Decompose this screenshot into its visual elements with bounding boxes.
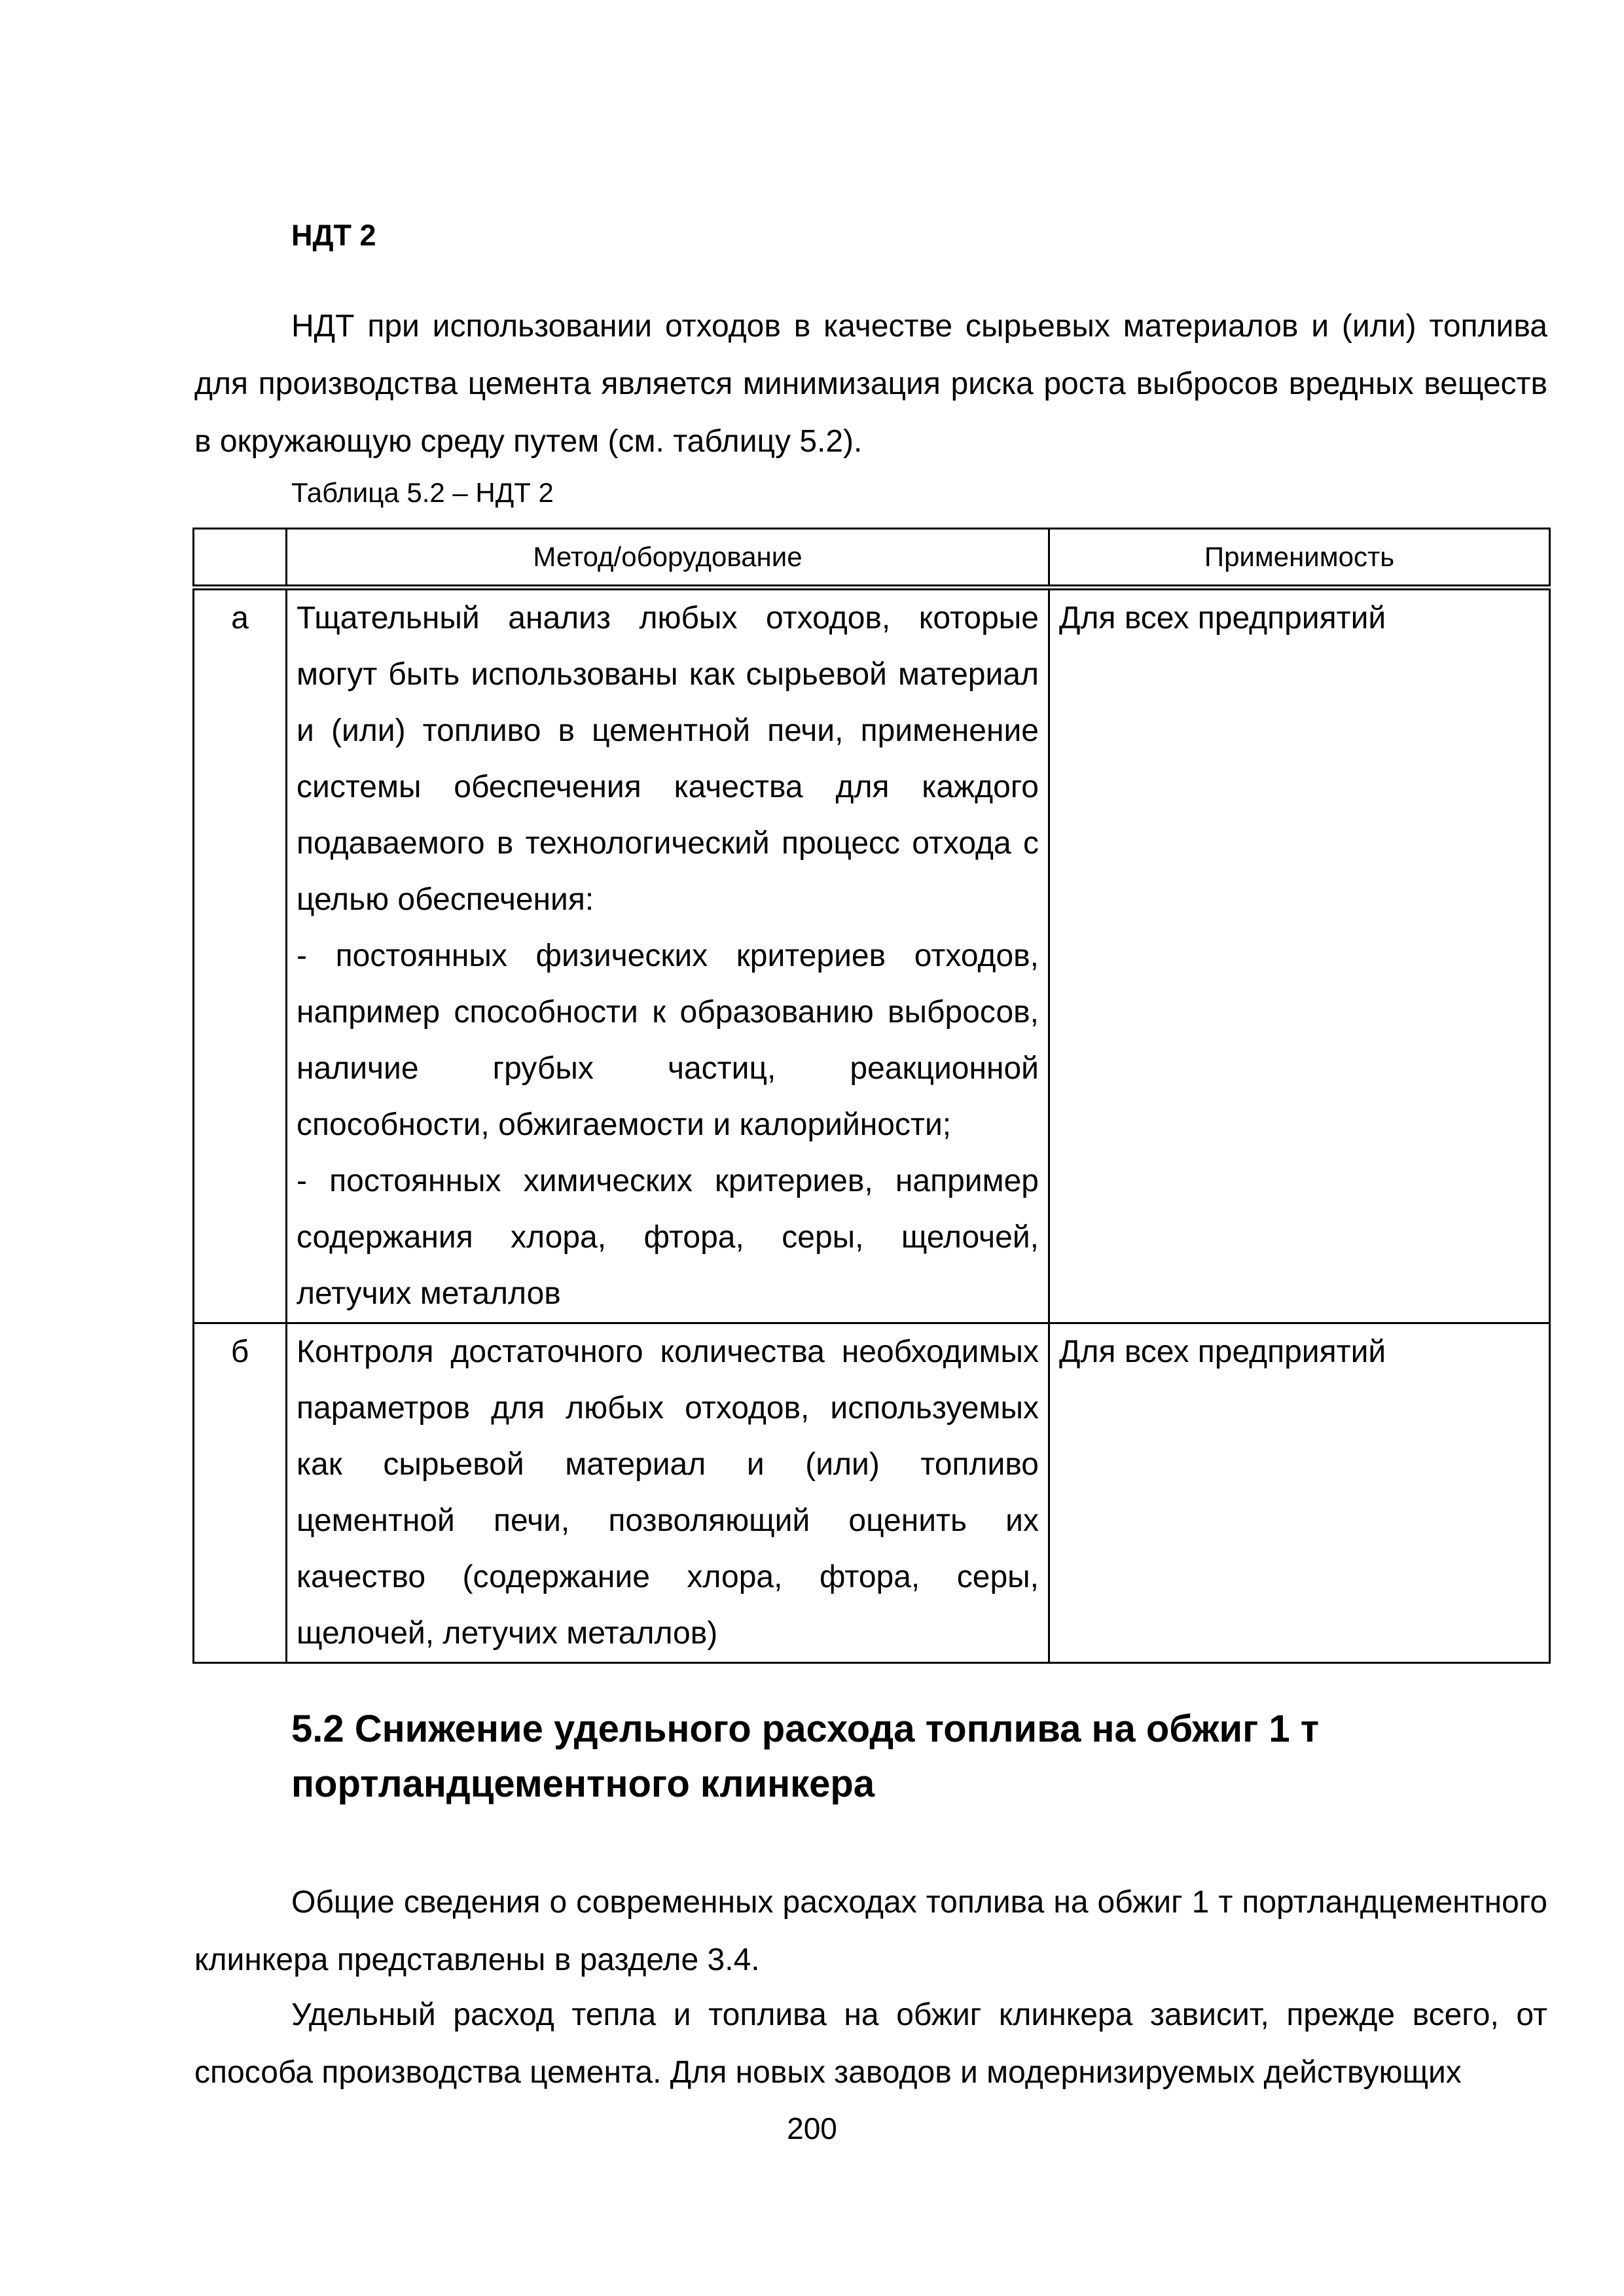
table-row bbox=[194, 588, 1550, 1323]
row-applicability: Для всех предприятий bbox=[1049, 588, 1550, 1323]
body-paragraph: Общие сведения о современных расходах топлива на обжиг 1 т портландцементного клинкера представлены в разделе 3.4. bbox=[194, 1885, 1547, 1977]
table-caption: Таблица 5.2 – НДТ 2 bbox=[291, 477, 554, 508]
header-method: Метод/оборудование bbox=[287, 529, 1049, 588]
body-paragraph: Удельный расход тепла и топлива на обжиг клинкера зависит, прежде всего, от способа производства цемента. Для новых заводов и модернизируемых действующих bbox=[194, 1998, 1547, 2090]
table-row bbox=[194, 1323, 1550, 1663]
row-letter: а bbox=[194, 588, 287, 1323]
page-number: 200 bbox=[787, 2111, 837, 2145]
row-letter: б bbox=[194, 1323, 287, 1663]
table-header-row bbox=[194, 529, 1550, 588]
ndt-heading: НДТ 2 bbox=[291, 219, 376, 252]
row-method bbox=[287, 1323, 1049, 1663]
header-applicability: Применимость bbox=[1049, 529, 1550, 588]
ndt-table bbox=[192, 528, 1551, 1664]
method-text: - постоянных химических критериев, например содержания хлора, фтора, серы, щелочей, летучих металлов bbox=[297, 1164, 1039, 1311]
section-title: 5.2 Снижение удельного расхода топлива на обжиг 1 т портландцементного клинкера bbox=[291, 1708, 1320, 1805]
row-method bbox=[287, 588, 1049, 1323]
header-letter-cell bbox=[194, 529, 287, 588]
method-text: Контроля достаточного количества необходимых параметров для любых отходов, используемых как сырьевой материал и (или) топливо цементной печи, позволяющий оценить их качество (содержание хлора, фтора, серы, щелочей, летучих металлов) bbox=[297, 1335, 1039, 1651]
intro-paragraph: НДТ при использовании отходов в качестве сырьевых материалов и (или) топлива для производства цемента является минимизация риска роста выбросов вредных веществ в окружающую среду путем (см. таблицу 5.2). bbox=[194, 309, 1547, 459]
method-text: - постоянных физических критериев отходов, например способности к образованию выбросов, наличие грубых частиц, реакционной способности, обжигаемости и калорийности; bbox=[297, 939, 1039, 1142]
method-text: Тщательный анализ любых отходов, которые могут быть использованы как сырьевой материал и (или) топливо в цементной печи, применение системы обеспечения качества для каждого подаваемого в технологический процесс отхода с целью обеспечения: bbox=[297, 601, 1039, 917]
row-applicability: Для всех предприятий bbox=[1049, 1323, 1550, 1663]
